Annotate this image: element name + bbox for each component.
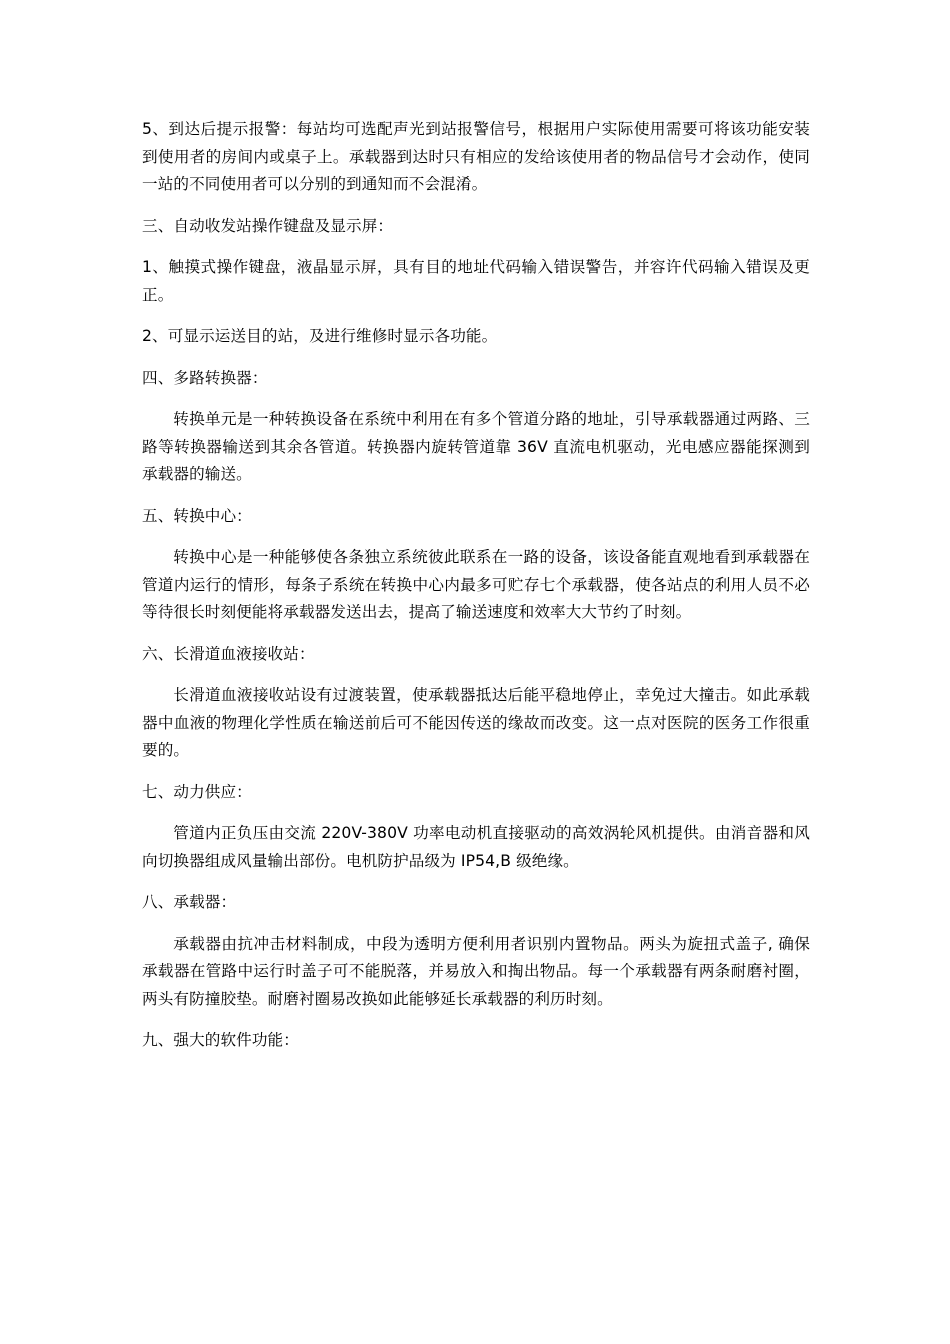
paragraph-conversion-center: 转换中心是一种能够使各条独立系统彼此联系在一路的设备，该设备能直观地看到承载器在管道内运行的情形，每条子系统在转换中心内最多可贮存七个承载器，使各站点的利用人员不必等待很长时刻便能将承载器发送出去，提高了输送速度和效率大大节约了时刻。 bbox=[142, 548, 810, 621]
section-heading-carrier: 八、承载器： bbox=[142, 893, 237, 911]
section-heading-blood-station: 六、长滑道血液接收站： bbox=[142, 644, 315, 663]
section-heading-multiway-converter: 四、多路转换器： bbox=[142, 368, 268, 387]
paragraph-arrival-alarm: 5、到达后提示报警：每站均可选配声光到站报警信号，根据用户实际使用需要可将该功能安装到使用者的房间内或桌子上。承载器到达时只有相应的发给该使用者的物品信号才会动作，使同一站的不同使用者可以分别的到通知而不会混淆。 bbox=[142, 120, 810, 193]
section-heading-keyboard-display: 三、自动收发站操作键盘及显示屏： bbox=[142, 216, 394, 235]
section-heading-software: 九、强大的软件功能： bbox=[142, 1031, 299, 1049]
paragraph-display-destination: 2、可显示运送目的站，及进行维修时显示各功能。 bbox=[142, 327, 498, 345]
paragraph-blood-station: 长滑道血液接收站设有过渡装置，使承载器抵达后能平稳地停止，幸免过大撞击。如此承载器中血液的物理化学性质在输送前后可不能因传送的缘故而改变。这一点对医院的医务工作很重要的。 bbox=[142, 686, 810, 759]
section-heading-conversion-center: 五、转换中心： bbox=[142, 506, 252, 525]
paragraph-carrier: 承载器由抗冲击材料制成，中段为透明方便利用者识别内置物品。两头为旋扭式盖子, 确保承载器在管路中运行时盖子可不能脱落，并易放入和掏出物品。每一个承载器有两条耐磨衬圈，两头有防撞胶垫。耐磨衬圈易改换如此能够延长承载器的利历时刻。 bbox=[142, 934, 810, 1008]
paragraph-touch-keyboard: 1、触摸式操作键盘，液晶显示屏，具有目的地址代码输入错误警告，并容许代码输入错误及更正。 bbox=[142, 258, 810, 304]
paragraph-power-supply: 管道内正负压由交流 220V-380V 功率电动机直接驱动的高效涡轮风机提供。由消音器和风向切换器组成风量输出部份。电机防护品级为 IP54,B 级绝缘。 bbox=[142, 824, 810, 870]
section-heading-power-supply: 七、动力供应： bbox=[142, 782, 252, 801]
paragraph-converter-unit: 转换单元是一种转换设备在系统中利用在有多个管道分路的地址，引导承载器通过两路、三路等转换器输送到其余各管道。转换器内旋转管道靠 36V 直流电机驱动，光电感应器能探测到承载器的输送。 bbox=[142, 410, 810, 483]
